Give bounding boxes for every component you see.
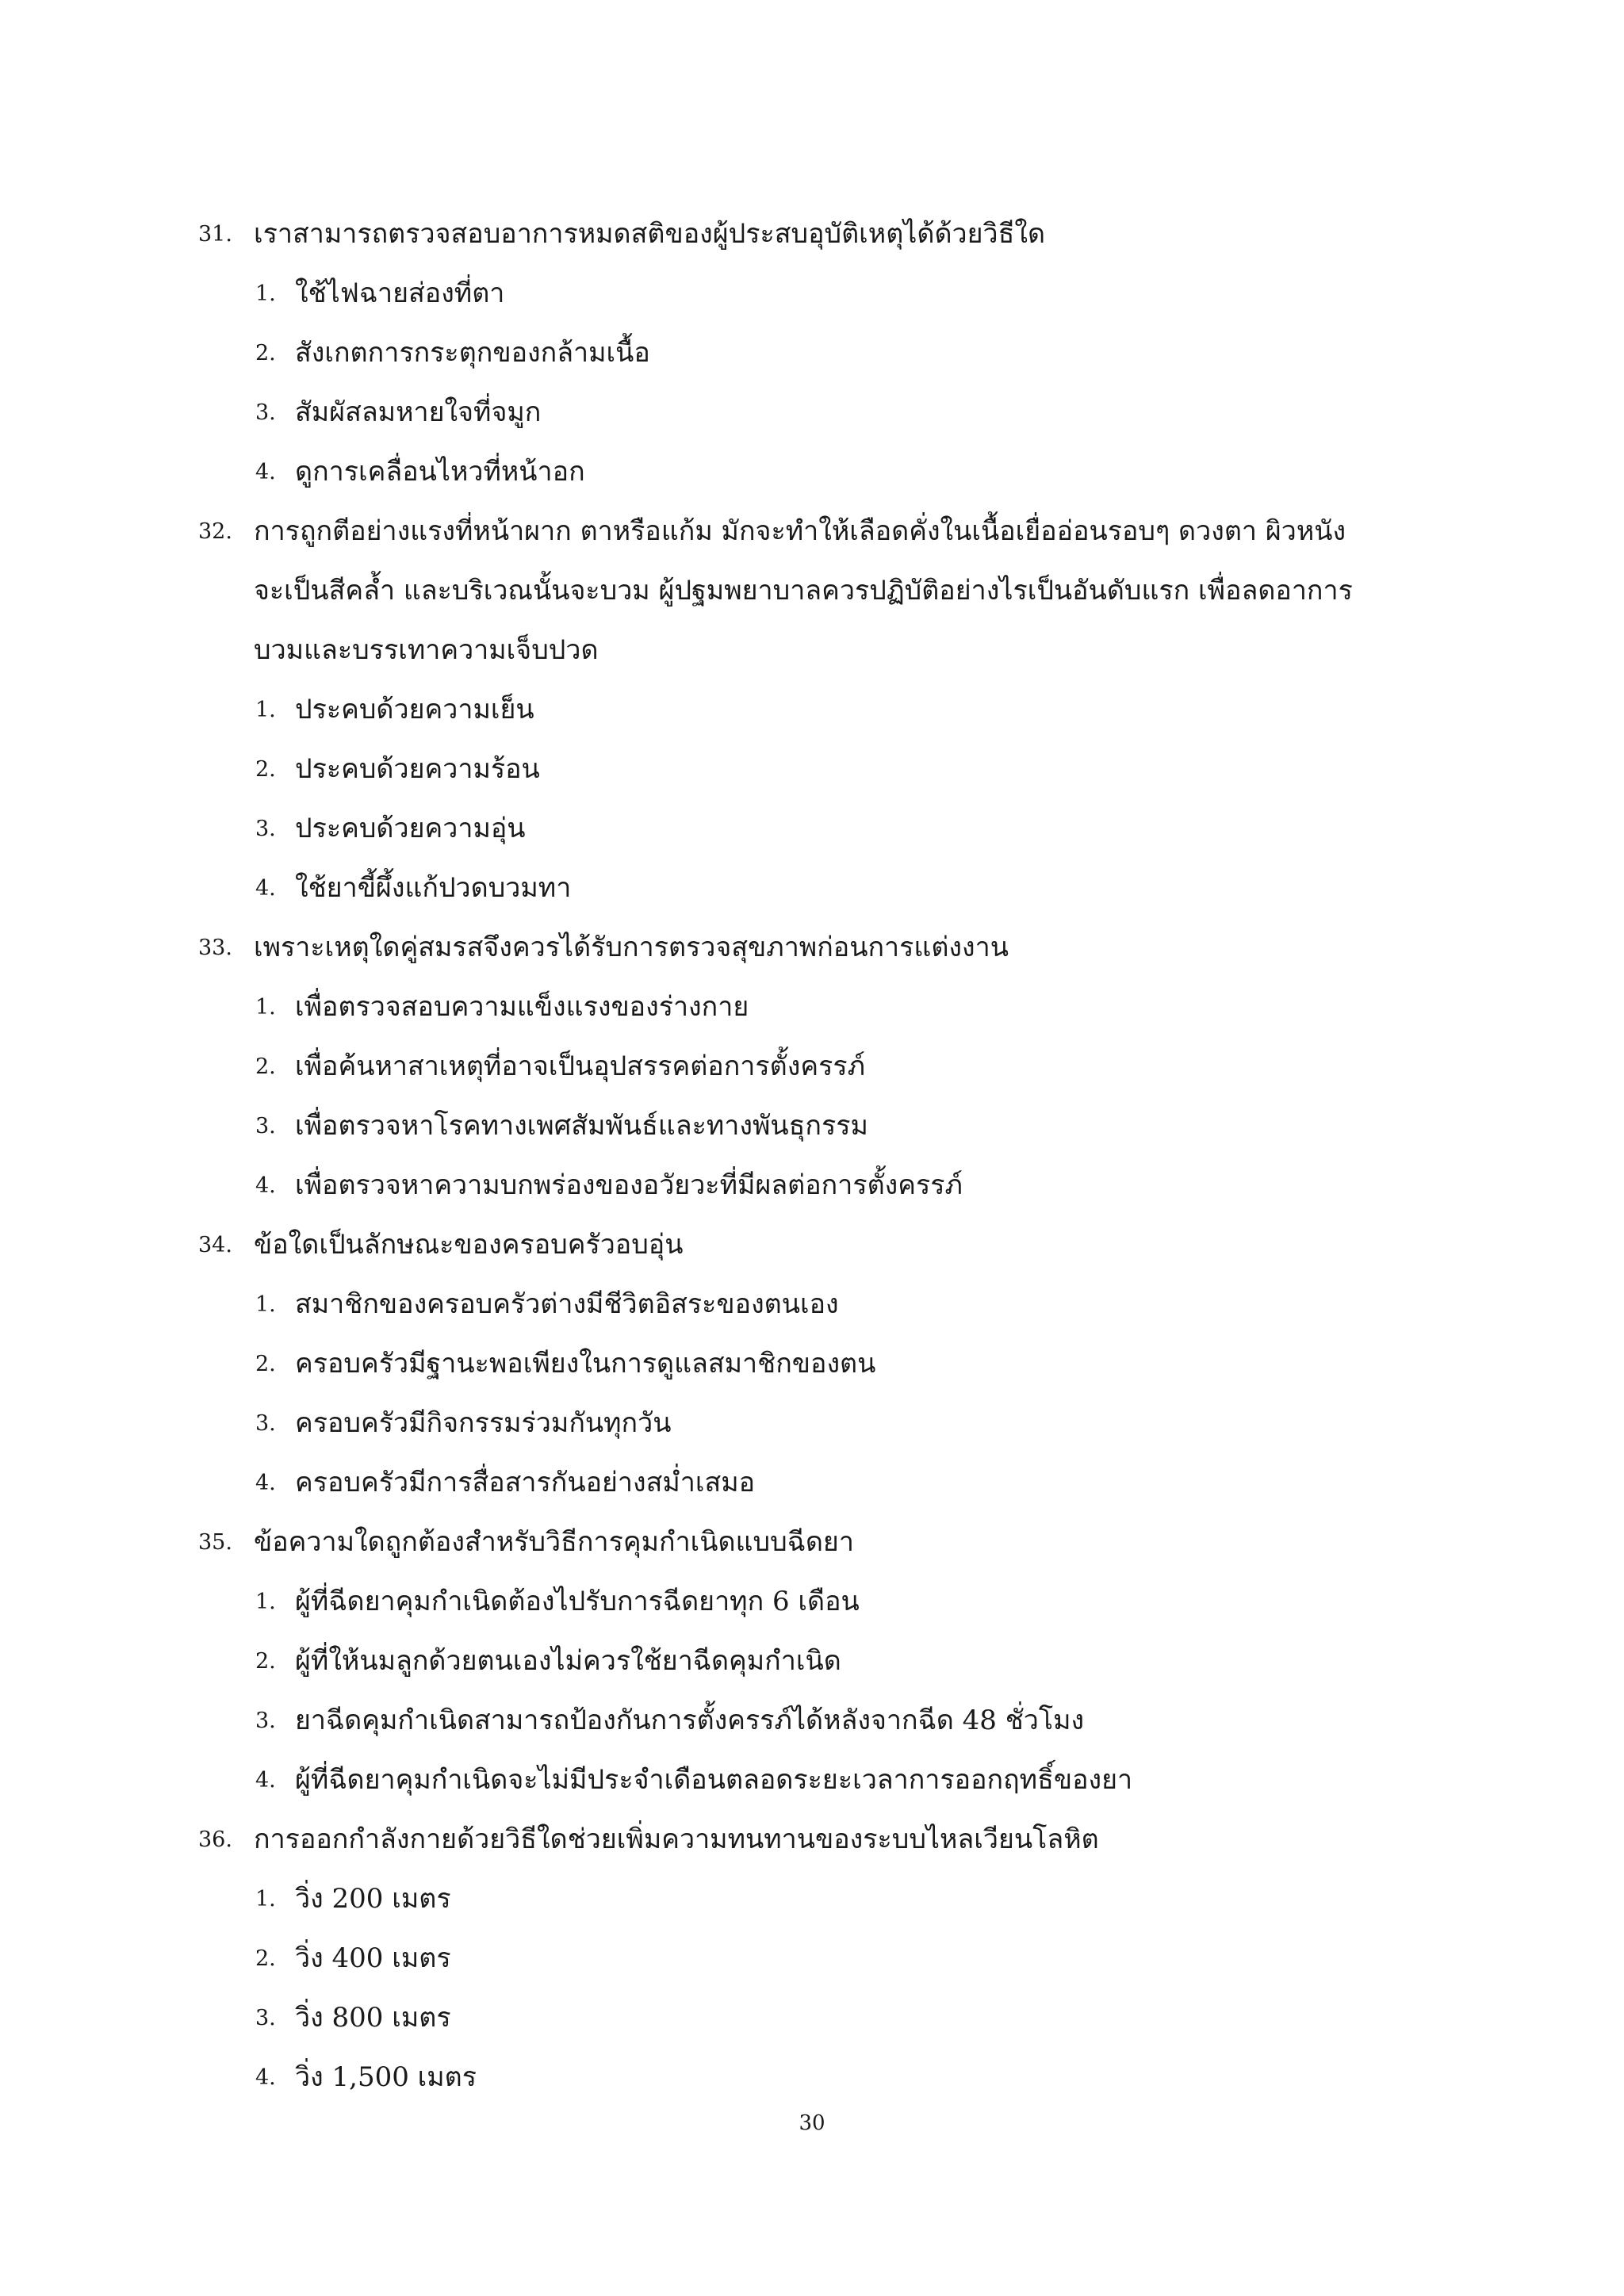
choice-number: 4. xyxy=(255,460,276,484)
question-item xyxy=(198,1215,1435,1513)
choice-number: 4. xyxy=(255,1471,276,1495)
answer-choice xyxy=(198,323,1435,383)
answer-choice xyxy=(198,1751,1435,1810)
answer-choice xyxy=(198,1394,1435,1453)
answer-choice xyxy=(198,1453,1435,1513)
choice-text: สังเกตการกระตุกของกล้ามเนื้อ xyxy=(295,337,650,369)
question-number: 32. xyxy=(198,519,232,544)
choice-text: ดูการเคลื่อนไหวที่หน้าอก xyxy=(295,456,585,488)
question-text: จะเป็นสีคล้ำ และบริเวณนั้นจะบวม ผู้ปฐมพยาบาลควรปฏิบัติอย่างไรเป็นอันดับแรก เพื่อลดอาการ xyxy=(254,575,1353,607)
question-text: เราสามารถตรวจสอบอาการหมดสติของผู้ประสบอุบัติเหตุได้ด้วยวิธีใด xyxy=(254,218,1046,250)
answer-choice xyxy=(198,859,1435,918)
choice-text: เพื่อตรวจสอบความแข็งแรงของร่างกาย xyxy=(295,991,749,1023)
answer-choice xyxy=(198,680,1435,740)
choice-text: สมาชิกของครอบครัวต่างมีชีวิตอิสระของตนเอง xyxy=(295,1288,839,1320)
question-stem xyxy=(198,502,1435,561)
choice-number: 2. xyxy=(255,341,276,365)
question-number: 36. xyxy=(198,1827,232,1852)
choice-text: วิ่ง 800 เมตร xyxy=(295,2002,451,2034)
question-stem xyxy=(198,1513,1435,1572)
choice-number: 1. xyxy=(255,1887,276,1911)
answer-choice xyxy=(198,978,1435,1037)
choice-number: 3. xyxy=(255,400,276,425)
answer-choice xyxy=(198,1156,1435,1215)
answer-choice xyxy=(198,1037,1435,1096)
question-stem-continuation xyxy=(198,621,1435,680)
answer-choice xyxy=(198,1632,1435,1691)
choice-text: ผู้ที่ฉีดยาคุมกำเนิดจะไม่มีประจำเดือนตลอดระยะเวลาการออกฤทธิ์ของยา xyxy=(295,1764,1133,1796)
choice-text: เพื่อค้นหาสาเหตุที่อาจเป็นอุปสรรคต่อการตั้งครรภ์ xyxy=(295,1050,866,1082)
answer-choice xyxy=(198,442,1435,502)
answer-choice xyxy=(198,740,1435,799)
question-item xyxy=(198,205,1435,502)
choice-number: 2. xyxy=(255,1352,276,1376)
choice-number: 2. xyxy=(255,1649,276,1674)
choice-text: ใช้ไฟฉายส่องที่ตา xyxy=(295,277,505,309)
choice-number: 1. xyxy=(255,1590,276,1614)
question-item xyxy=(198,1513,1435,1810)
choice-number: 3. xyxy=(255,1114,276,1138)
question-text: บวมและบรรเทาความเจ็บปวด xyxy=(254,634,599,666)
answer-choice xyxy=(198,1096,1435,1156)
question-text: การถูกตีอย่างแรงที่หน้าผาก ตาหรือแก้ม มักจะทำให้เลือดคั่งในเนื้อเยื่ออ่อนรอบๆ ดวงตา ผิวหนัง xyxy=(254,515,1346,547)
question-item xyxy=(198,502,1435,918)
choice-text: ผู้ที่ให้นมลูกด้วยตนเองไม่ควรใช้ยาฉีดคุมกำเนิด xyxy=(295,1645,841,1677)
question-text: ข้อความใดถูกต้องสำหรับวิธีการคุมกำเนิดแบบฉีดยา xyxy=(254,1526,854,1558)
choice-text: ผู้ที่ฉีดยาคุมกำเนิดต้องไปรับการฉีดยาทุก 6 เดือน xyxy=(295,1586,860,1617)
question-text: การออกกำลังกายด้วยวิธีใดช่วยเพิ่มความทนทานของระบบไหลเวียนโลหิต xyxy=(254,1823,1099,1855)
question-stem xyxy=(198,1810,1435,1869)
choice-number: 2. xyxy=(255,1054,276,1079)
answer-choice xyxy=(198,799,1435,859)
answer-choice xyxy=(198,1929,1435,1988)
choice-number: 4. xyxy=(255,1768,276,1793)
question-stem xyxy=(198,918,1435,978)
choice-number: 1. xyxy=(255,1292,276,1317)
choice-number: 2. xyxy=(255,757,276,782)
question-number: 33. xyxy=(198,936,232,960)
choice-number: 1. xyxy=(255,698,276,722)
choice-number: 3. xyxy=(255,1709,276,1733)
answer-choice xyxy=(198,1572,1435,1632)
answer-choice xyxy=(198,2048,1435,2107)
question-stem xyxy=(198,1215,1435,1275)
answer-choice xyxy=(198,264,1435,323)
question-stem-continuation xyxy=(198,561,1435,621)
choice-text: ประคบด้วยความเย็น xyxy=(295,694,534,725)
choice-number: 1. xyxy=(255,281,276,306)
choice-number: 3. xyxy=(255,1411,276,1436)
answer-choice xyxy=(198,1869,1435,1929)
choice-number: 3. xyxy=(255,817,276,841)
question-number: 34. xyxy=(198,1233,232,1257)
choice-text: วิ่ง 200 เมตร xyxy=(295,1883,451,1915)
question-item xyxy=(198,1810,1435,2107)
answer-choice xyxy=(198,1691,1435,1751)
answer-choice xyxy=(198,1275,1435,1334)
choice-text: ยาฉีดคุมกำเนิดสามารถป้องกันการตั้งครรภ์ได้หลังจากฉีด 48 ชั่วโมง xyxy=(295,1705,1085,1736)
choice-text: ครอบครัวมีฐานะพอเพียงในการดูแลสมาชิกของตน xyxy=(295,1348,876,1380)
choice-text: ใช้ยาขี้ผึ้งแก้ปวดบวมทา xyxy=(295,872,572,904)
answer-choice xyxy=(198,1988,1435,2048)
choice-text: สัมผัสลมหายใจที่จมูก xyxy=(295,396,542,428)
choice-number: 4. xyxy=(255,876,276,901)
choice-text: เพื่อตรวจหาโรคทางเพศสัมพันธ์และทางพันธุกรรม xyxy=(295,1110,868,1142)
question-number: 35. xyxy=(198,1530,232,1555)
choice-text: ครอบครัวมีการสื่อสารกันอย่างสม่ำเสมอ xyxy=(295,1467,756,1498)
choice-number: 2. xyxy=(255,1946,276,1971)
choice-number: 4. xyxy=(255,1173,276,1198)
choice-number: 3. xyxy=(255,2006,276,2030)
answer-choice xyxy=(198,383,1435,442)
choice-text: ครอบครัวมีกิจกรรมร่วมกันทุกวัน xyxy=(295,1407,672,1439)
choice-number: 4. xyxy=(255,2065,276,2090)
choice-text: เพื่อตรวจหาความบกพร่องของอวัยวะที่มีผลต่อการตั้งครรภ์ xyxy=(295,1169,963,1201)
choice-text: ประคบด้วยความอุ่น xyxy=(295,813,526,844)
choice-text: วิ่ง 1,500 เมตร xyxy=(295,2061,477,2093)
answer-choice xyxy=(198,1334,1435,1394)
choice-text: วิ่ง 400 เมตร xyxy=(295,1942,451,1974)
question-text: ข้อใดเป็นลักษณะของครอบครัวอบอุ่น xyxy=(254,1229,684,1261)
question-number: 31. xyxy=(198,222,232,247)
question-text: เพราะเหตุใดคู่สมรสจึงควรได้รับการตรวจสุขภาพก่อนการแต่งงาน xyxy=(254,932,1009,963)
question-stem xyxy=(198,205,1435,264)
choice-number: 1. xyxy=(255,995,276,1020)
page-number: 30 xyxy=(799,2111,825,2135)
question-list xyxy=(198,205,1435,2107)
choice-text: ประคบด้วยความร้อน xyxy=(295,753,540,785)
question-item xyxy=(198,918,1435,1215)
